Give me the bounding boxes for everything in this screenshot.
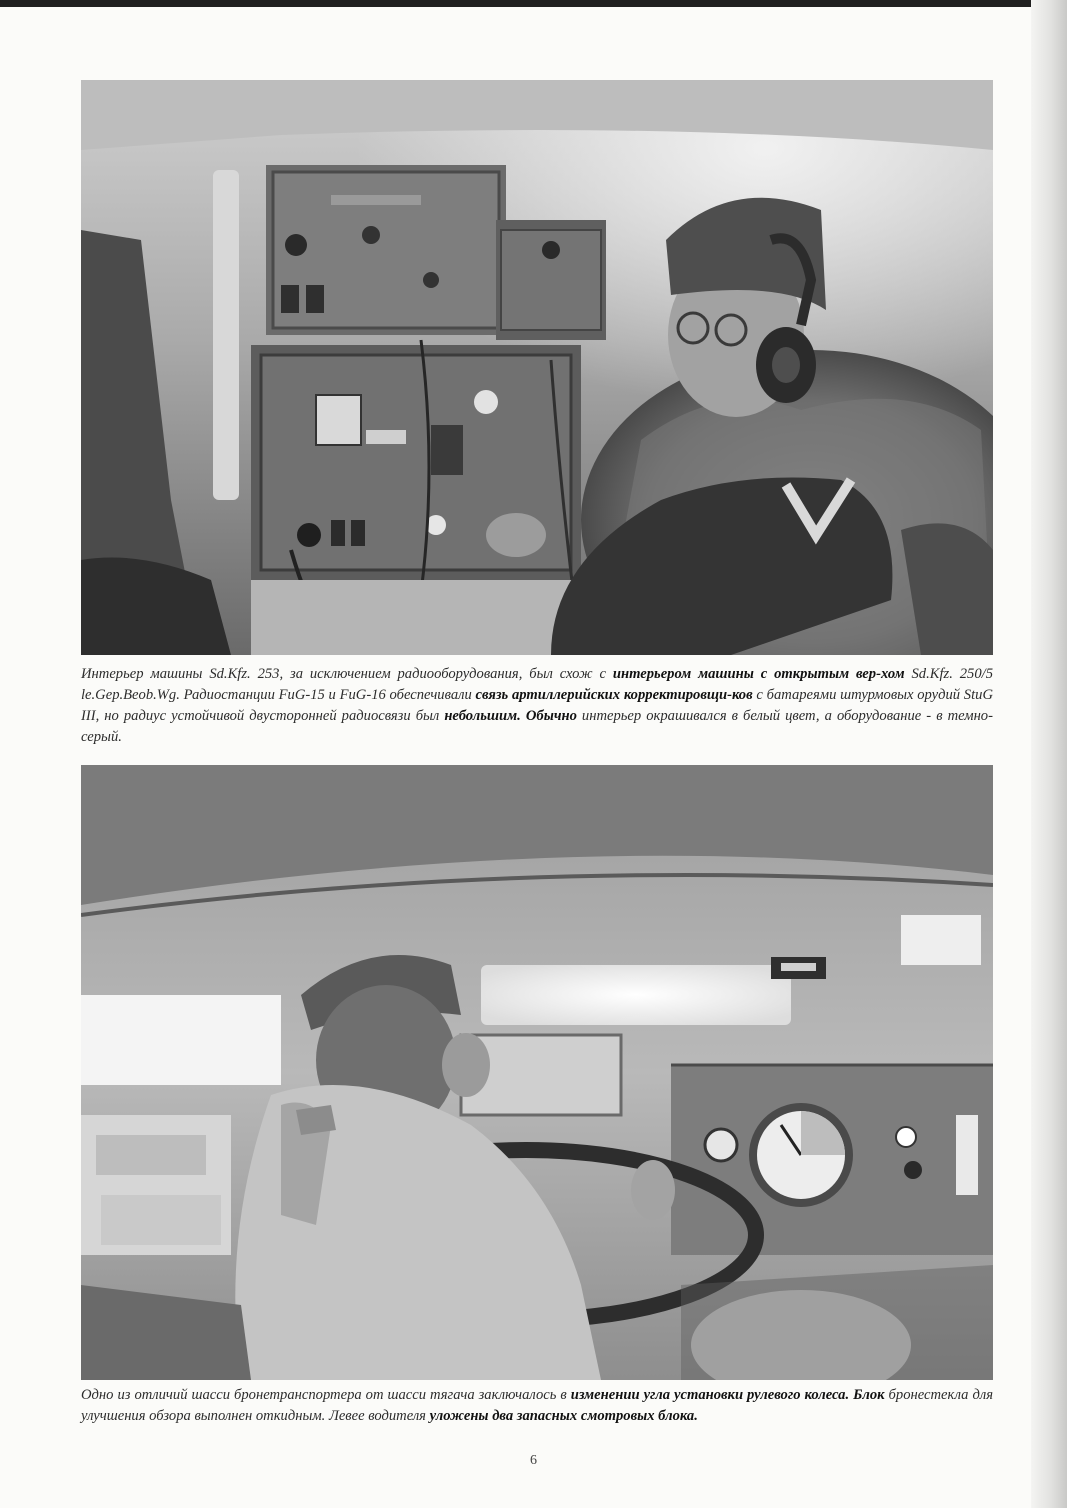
caption-1-part-5: с батареями штурмовых орудий StuG III, но радиус устойчивой двусторонней радиосвязи был xyxy=(81,687,993,724)
photo-radio-operator-image xyxy=(81,80,993,655)
caption-2-part-1: Одно из отличий шасси бронетранспортера от шасси тягача заключалось в xyxy=(81,1387,571,1403)
figure-2-caption xyxy=(81,1385,993,1427)
photo-driver-compartment xyxy=(81,765,993,1380)
caption-1-part-6: небольшим. Обычно xyxy=(444,708,577,724)
page-top-edge xyxy=(0,0,1067,7)
figure-1-caption xyxy=(81,664,993,748)
page-right-edge-shadow xyxy=(1031,0,1067,1508)
caption-2-part-4: уложены два запасных смотровых блока. xyxy=(429,1408,698,1424)
caption-1-part-4: связь артиллерийских корректировщи-ков xyxy=(475,687,753,703)
page-number: 6 xyxy=(530,1453,537,1468)
caption-1-part-3: Sd.Kfz. 250/5 le.Gep.Beob.Wg. Радиостанции FuG-15 и FuG-16 обеспечивали xyxy=(81,666,993,703)
caption-1-part-1: Интерьер машины Sd.Kfz. 253, за исключением радиооборудования, был схож с xyxy=(81,666,613,682)
photo-radio-operator xyxy=(81,80,993,655)
caption-2-part-2: изменении угла установки рулевого колеса. Блок xyxy=(570,1387,885,1403)
caption-1-part-2: интерьером машины с открытым вер-хом xyxy=(612,666,905,682)
caption-2-part-3: бронестекла для улучшения обзора выполнен откидным. Левее водителя xyxy=(81,1387,993,1424)
caption-1-part-7: интерьер окрашивался в белый цвет, а оборудование - в темно-серый. xyxy=(81,708,993,745)
photo-driver-compartment-image xyxy=(81,765,993,1380)
